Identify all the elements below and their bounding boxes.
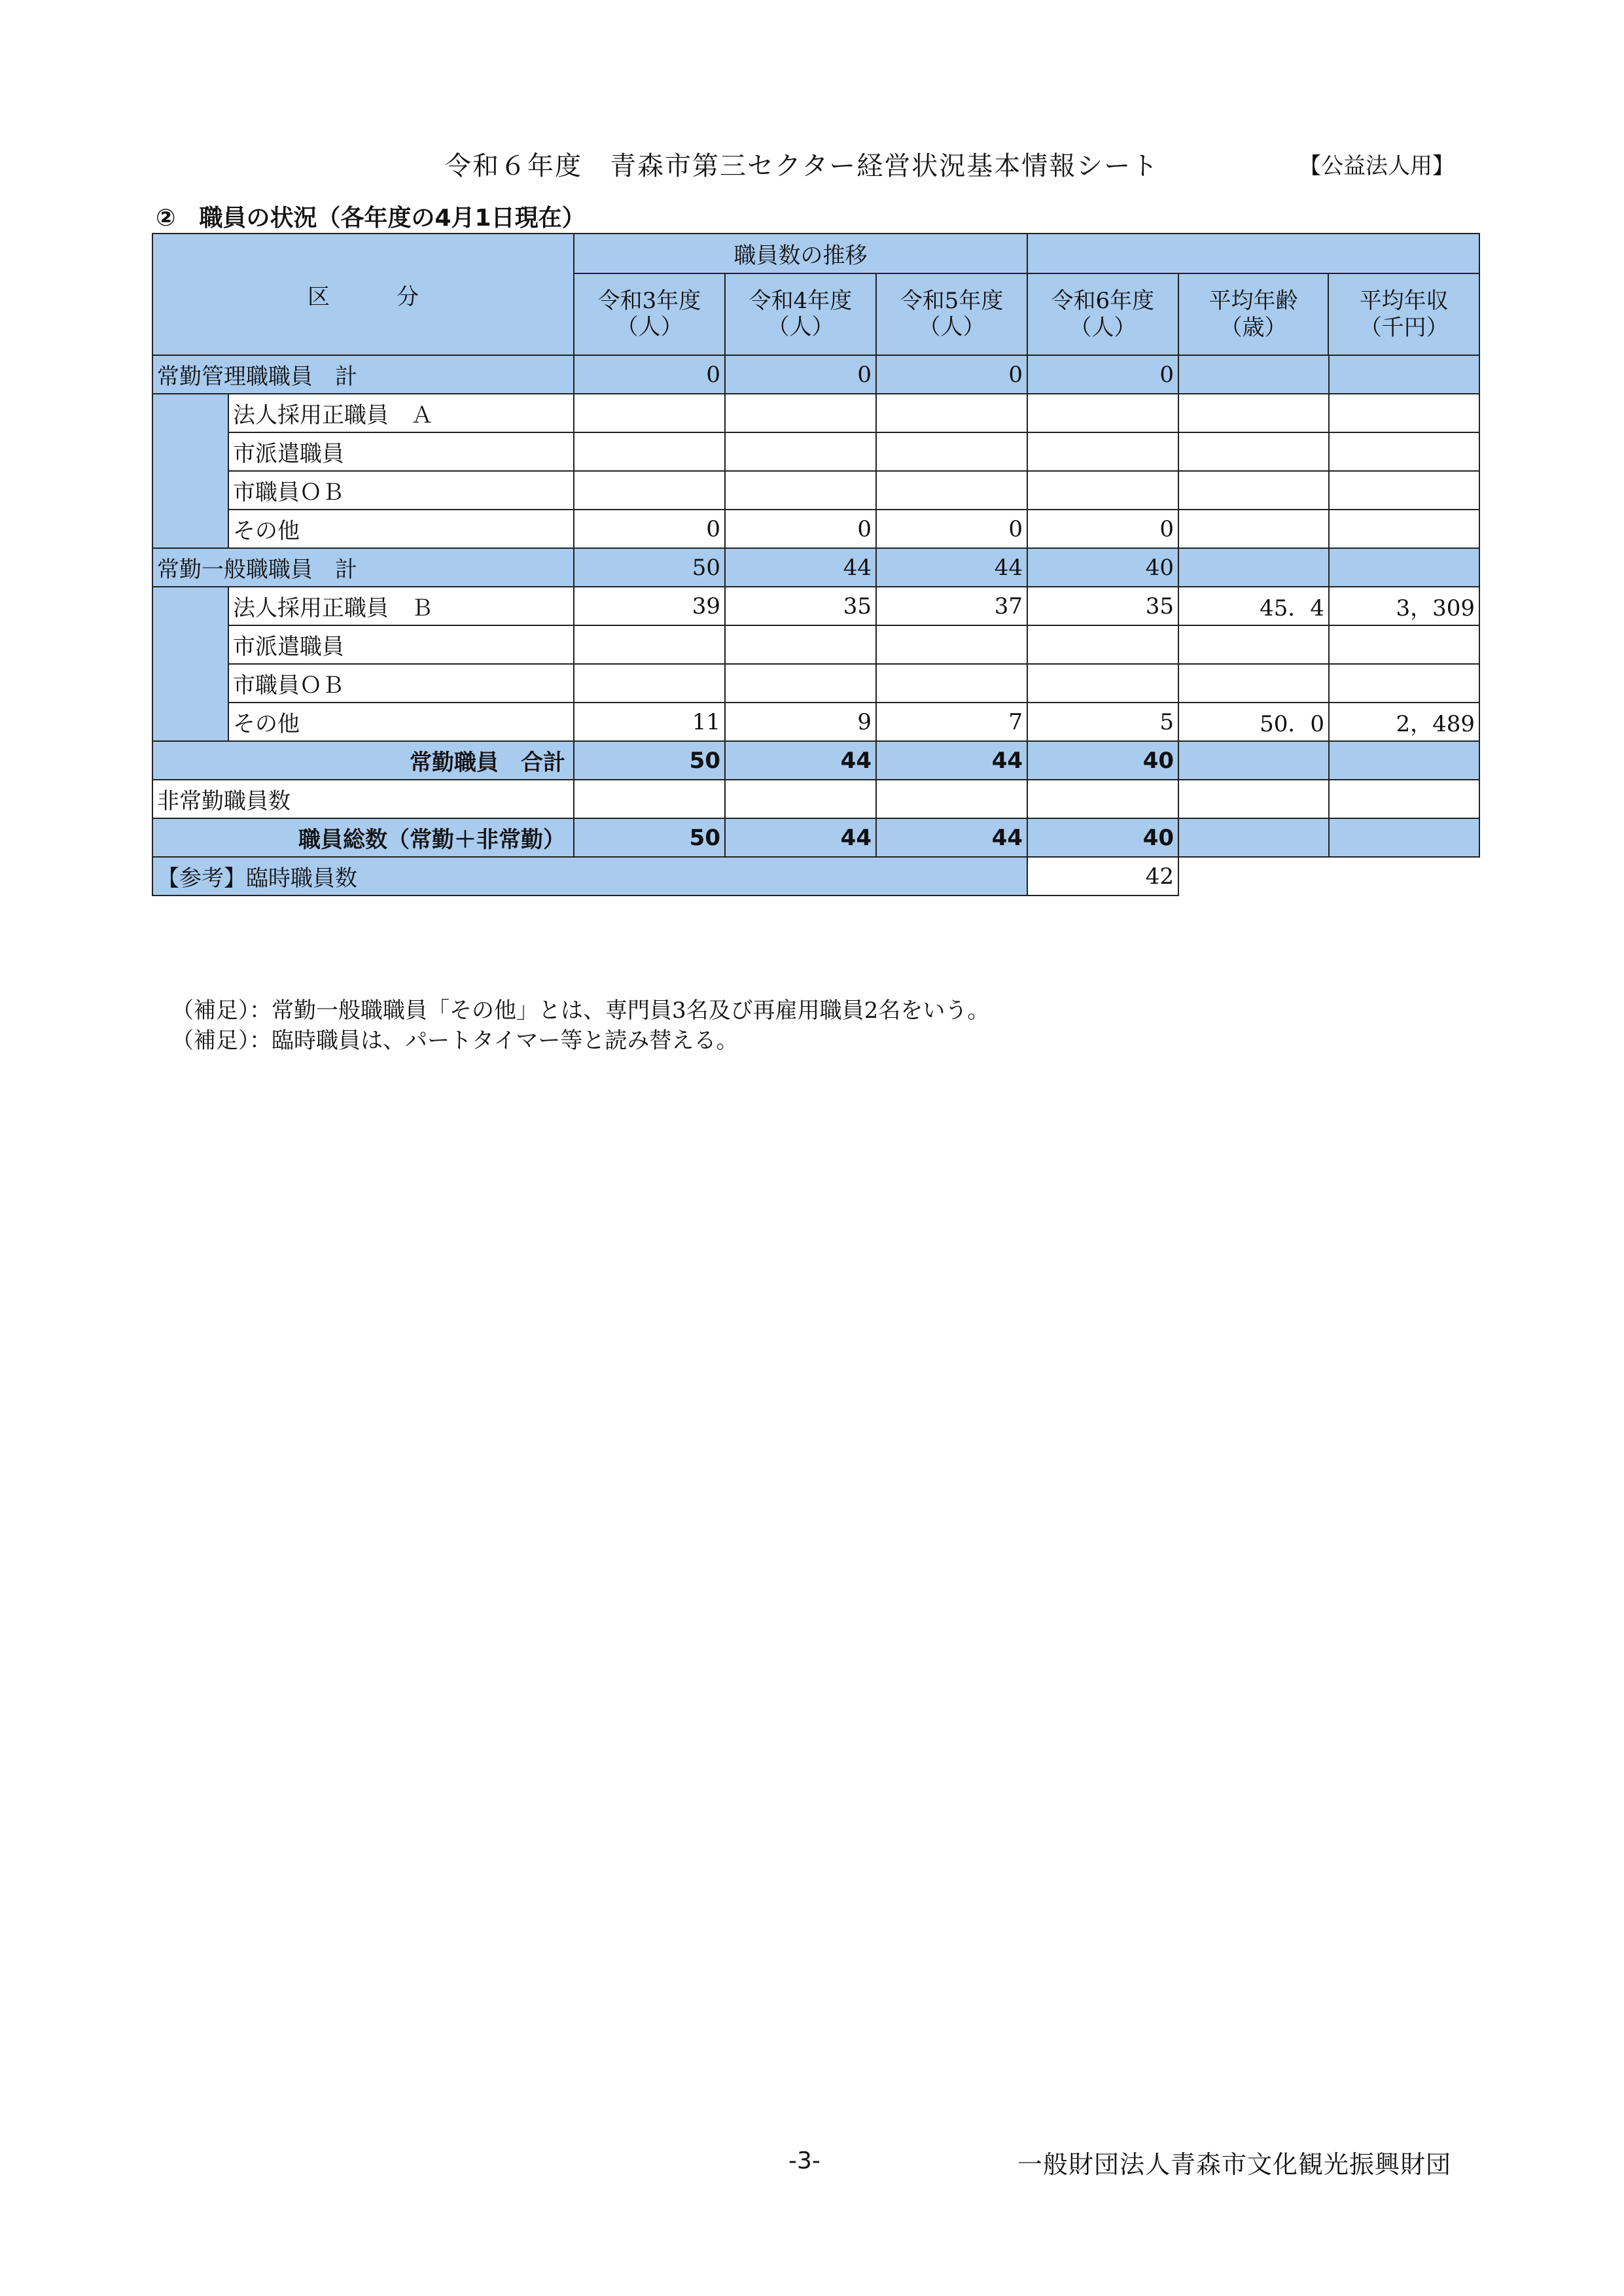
table-cell — [876, 471, 1027, 510]
table-cell — [1329, 664, 1479, 703]
table-cell — [1329, 432, 1479, 471]
row-label: 職員総数（常勤＋非常勤） — [152, 818, 574, 857]
table-cell — [725, 664, 876, 703]
table-cell — [574, 432, 725, 471]
table-cell — [574, 471, 725, 510]
table-cell: 44 — [725, 818, 876, 857]
table-cell — [1027, 471, 1178, 510]
table-cell — [876, 780, 1027, 818]
table-cell — [574, 394, 725, 432]
row-label: 市派遣職員 — [228, 432, 574, 471]
table-cell: 0 — [876, 510, 1027, 548]
row-label: 常勤職員 合計 — [152, 741, 574, 780]
table-cell — [574, 664, 725, 703]
table-cell — [1178, 664, 1329, 703]
table-cell: 44 — [725, 741, 876, 780]
table-cell — [876, 432, 1027, 471]
table-cell — [1329, 780, 1479, 818]
row-label: 市職員ＯＢ — [228, 664, 574, 703]
table-row — [152, 625, 1479, 664]
table-cell — [1329, 741, 1479, 780]
table-cell — [1178, 510, 1329, 548]
header-spacer — [1028, 234, 1178, 273]
current-year-header-group — [1027, 234, 1479, 355]
table-cell: 40 — [1027, 741, 1178, 780]
table-cell: 0 — [1027, 355, 1178, 394]
table-cell — [876, 664, 1027, 703]
table-cell — [1178, 432, 1329, 471]
table-cell — [876, 394, 1027, 432]
document-tag: 【公益法人用】 — [1299, 153, 1455, 179]
table-row — [152, 471, 1479, 510]
table-cell — [1178, 548, 1329, 587]
table-cell: 50．0 — [1178, 703, 1329, 741]
table-cell — [574, 625, 725, 664]
row-label: 市派遣職員 — [228, 625, 574, 664]
table-cell — [725, 625, 876, 664]
note-line: （補足）：臨時職員は、パートタイマー等と読み替える。 — [171, 1028, 739, 1054]
table-cell: 0 — [725, 355, 876, 394]
table-cell — [1329, 355, 1479, 394]
table-row — [152, 664, 1479, 703]
table-cell — [1027, 780, 1178, 818]
table-cell: 42 — [1027, 857, 1178, 896]
table-cell — [1178, 471, 1329, 510]
row-label: 非常勤職員数 — [152, 780, 574, 818]
table-row — [152, 703, 1479, 741]
table-cell — [725, 394, 876, 432]
notes — [171, 996, 989, 1056]
col-header-average-age: 平均年齢 （歳） — [1178, 273, 1329, 355]
row-label: その他 — [228, 510, 574, 548]
table-cell — [1178, 394, 1329, 432]
table-cell — [1027, 432, 1178, 471]
table-cell — [1178, 625, 1329, 664]
table-cell: 0 — [574, 510, 725, 548]
table-row-parttime — [152, 780, 1479, 818]
table-cell: 44 — [725, 548, 876, 587]
table-cell: 44 — [876, 741, 1027, 780]
table-cell: 39 — [574, 587, 725, 625]
table-cell: 50 — [574, 548, 725, 587]
indent-band — [152, 394, 228, 548]
table-cell — [1178, 818, 1329, 857]
table-cell — [1329, 394, 1479, 432]
table-row — [152, 394, 1479, 432]
header-spacer — [1178, 234, 1329, 273]
table-cell — [1027, 664, 1178, 703]
category-header: 区 分 — [152, 234, 574, 355]
table-cell: 40 — [1027, 548, 1178, 587]
table-cell — [1329, 625, 1479, 664]
table-cell: 2，489 — [1329, 703, 1479, 741]
staff-count-trend-header: 職員数の推移 — [574, 234, 1027, 273]
table-cell — [876, 625, 1027, 664]
table-cell: 0 — [1027, 510, 1178, 548]
table-cell — [725, 432, 876, 471]
table-cell: 5 — [1027, 703, 1178, 741]
table-cell — [1329, 510, 1479, 548]
table-row-grand-total — [152, 818, 1479, 857]
col-header-r4: 令和4年度 （人） — [725, 273, 876, 355]
table-row — [152, 510, 1479, 548]
document-title: 令和６年度 青森市第三セクター経営状況基本情報シート — [445, 151, 1159, 181]
row-label: 常勤管理職職員 計 — [152, 355, 574, 394]
table-cell: 37 — [876, 587, 1027, 625]
organization-name: 一般財団法人青森市文化観光振興財団 — [1017, 2150, 1452, 2179]
table-cell — [725, 471, 876, 510]
table-cell: 7 — [876, 703, 1027, 741]
table-cell — [574, 780, 725, 818]
empty-cell — [1329, 857, 1479, 896]
table-cell: 11 — [574, 703, 725, 741]
table-cell: 45．4 — [1178, 587, 1329, 625]
col-header-average-income: 平均年収 （千円） — [1328, 273, 1479, 355]
note-line: （補足）：常勤一般職職員「その他」とは、専門員3名及び再雇用職員2名をいう。 — [171, 998, 990, 1024]
table-row-mgmt-total — [152, 355, 1479, 394]
row-label: 常勤一般職職員 計 — [152, 548, 574, 587]
table-cell: 0 — [725, 510, 876, 548]
table-cell: 35 — [1027, 587, 1178, 625]
section-title: ② 職員の状況（各年度の4月1日現在） — [156, 205, 586, 232]
table-cell: 50 — [574, 741, 725, 780]
page-number: -3- — [788, 2148, 821, 2174]
table-cell: 44 — [876, 548, 1027, 587]
col-header-r5: 令和5年度 （人） — [876, 273, 1027, 355]
row-label: 法人採用正職員 Ｂ — [228, 587, 574, 625]
table-cell — [1027, 625, 1178, 664]
row-label: 法人採用正職員 Ａ — [228, 394, 574, 432]
empty-cell — [1178, 857, 1329, 896]
header-spacer — [1328, 234, 1479, 273]
table-cell: 9 — [725, 703, 876, 741]
table-cell — [1027, 394, 1178, 432]
staff-table — [152, 233, 1480, 896]
table-cell: 3，309 — [1329, 587, 1479, 625]
table-cell: 50 — [574, 818, 725, 857]
table-row — [152, 587, 1479, 625]
table-cell — [1178, 355, 1329, 394]
col-header-r3: 令和3年度 （人） — [574, 273, 725, 355]
row-label: 【参考】臨時職員数 — [152, 857, 1027, 896]
table-row-general-total — [152, 548, 1479, 587]
table-cell: 40 — [1027, 818, 1178, 857]
table-cell — [1329, 818, 1479, 857]
table-cell — [725, 780, 876, 818]
row-label: 市職員ＯＢ — [228, 471, 574, 510]
table-cell — [1178, 780, 1329, 818]
table-cell: 0 — [574, 355, 725, 394]
table-cell — [1178, 741, 1329, 780]
col-header-r6: 令和6年度 （人） — [1028, 273, 1178, 355]
table-cell: 35 — [725, 587, 876, 625]
table-row-reference — [152, 857, 1479, 896]
table-row — [152, 432, 1479, 471]
table-cell — [1329, 471, 1479, 510]
indent-band — [152, 587, 228, 741]
table-row-fulltime-total — [152, 741, 1479, 780]
table-cell — [1329, 548, 1479, 587]
table-cell: 44 — [876, 818, 1027, 857]
table-cell: 0 — [876, 355, 1027, 394]
row-label: その他 — [228, 703, 574, 741]
